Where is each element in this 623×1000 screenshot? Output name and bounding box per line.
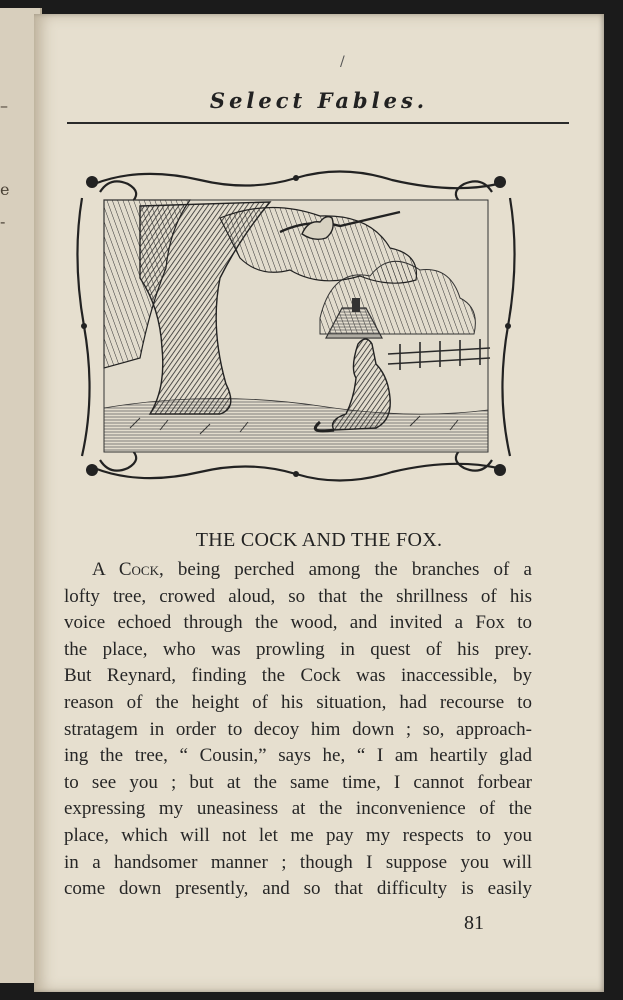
page-number: 81 xyxy=(464,912,484,934)
text-line: reason of the height of his situation, had recourse to xyxy=(64,691,532,713)
book-page xyxy=(34,14,604,992)
text-line: the place, who was prowling in quest of his prey. xyxy=(64,638,532,660)
left-page-fragment: – xyxy=(0,96,8,115)
text-line: come down presently, and so that difficulty is easily xyxy=(64,878,532,900)
pencil-mark: / xyxy=(340,54,345,70)
fable-title: THE COCK AND THE FOX. xyxy=(195,529,443,551)
text-line: voice echoed through the wood, and invited a Fox to xyxy=(64,612,532,634)
left-page-fragment: - xyxy=(0,212,6,231)
engraving-illustration xyxy=(70,158,522,494)
text-line: to see you ; but at the same time, I cannot forbear xyxy=(64,771,532,793)
small-caps-word: Cock xyxy=(118,559,159,580)
left-page-fragment: e xyxy=(0,180,10,199)
text-line: in a handsomer manner ; though I suppose you will xyxy=(64,851,532,873)
text-line: stratagem in order to decoy him down ; so, approach- xyxy=(64,718,532,740)
text-line xyxy=(64,557,532,584)
header-rule xyxy=(67,122,569,124)
running-head: Select Fables. xyxy=(209,88,429,113)
text-line: lofty tree, crowed aloud, so that the shrillness of his xyxy=(64,585,532,607)
text-lead: A xyxy=(92,559,119,580)
text-line: ing the tree, “ Cousin,” says he, “ I am heartily glad xyxy=(64,745,532,767)
text-rest: , being perched among the branches of a xyxy=(158,559,532,580)
text-line: expressing my uneasiness at the inconvenience of the xyxy=(64,798,532,820)
fable-text xyxy=(64,557,532,903)
text-line: place, which will not let me pay my respects to you xyxy=(64,824,532,846)
text-line: But Reynard, finding the Cock was inaccessible, by xyxy=(64,665,532,687)
